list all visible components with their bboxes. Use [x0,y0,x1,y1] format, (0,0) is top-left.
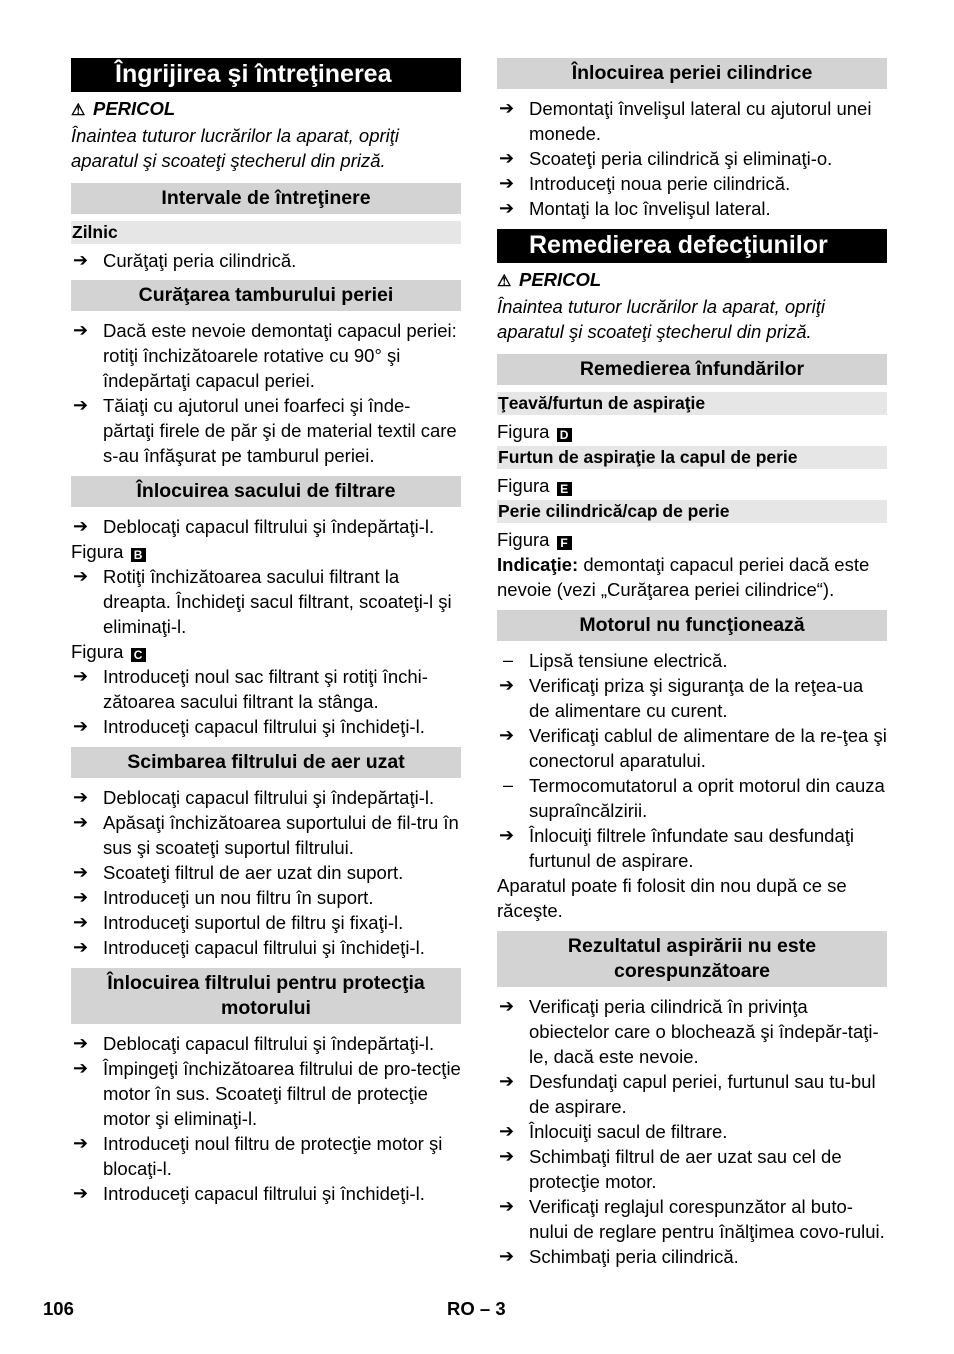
figure-reference-d: Figura D [497,419,887,444]
figure-letter-badge: E [557,482,572,496]
list-item: ➔ Introduceţi noua perie cilindrică. [499,173,791,194]
arrow-icon: ➔ [73,516,89,536]
list-item: ➔ Înlocuiţi filtrele înfundate sau desfundaţi furtunul de aspirare. [499,825,854,871]
subheading-hose-brush-head: Furtun de aspiraţie la capul de perie [497,446,887,469]
figure-reference-c: Figura C [71,639,461,664]
figure-letter-badge: B [131,548,146,562]
bag-steps-1 [71,514,461,539]
motor-cooldown-text: Aparatul poate fi folosit din nou după ce se răceşte. [497,875,847,921]
dash-marker: – [503,650,514,670]
arrow-icon: ➔ [73,566,89,586]
arrow-icon: ➔ [499,1146,515,1166]
arrow-icon: ➔ [73,937,89,957]
list-item: ➔ Scoateţi peria cilindrică şi eliminaţi-o. [499,148,833,169]
arrow-icon: ➔ [73,250,89,270]
list-item: ➔ Verificaţi peria cilindrică în privinţa obiectelor care o blochează şi îndepăr-taţi-le, dacă este nevoie. [499,996,879,1067]
arrow-icon: ➔ [499,148,515,168]
arrow-icon: ➔ [73,912,89,932]
heading-used-air-filter: Scimbarea filtrului de aer uzat [71,747,461,778]
list-item: ➔ Introduceţi capacul filtrului şi închideţi-l. [73,1183,425,1204]
arrow-icon: ➔ [499,1071,515,1091]
bag-steps-3 [71,664,461,739]
list-item: ➔ Introduceţi capacul filtrului şi închideţi-l. [73,716,425,737]
air-filter-steps [71,785,461,960]
daily-steps [71,248,461,273]
arrow-icon: ➔ [499,1196,515,1216]
arrow-icon: ➔ [73,716,89,736]
figure-letter-badge: F [557,536,572,550]
arrow-icon: ➔ [499,1121,515,1141]
figure-letter-badge: C [131,648,146,662]
subheading-suction-pipe: Ţeavă/furtun de aspiraţie [497,392,887,415]
heading-replace-cylindrical-brush: Înlocuirea periei cilindrice [497,58,887,89]
heading-poor-suction-result: Rezultatul aspirării nu este corespunzătoare [497,931,887,987]
arrow-icon: ➔ [499,725,515,745]
page-number: 106 [43,1298,74,1319]
motor-filter-steps [71,1031,461,1206]
list-item: ➔ Demontaţi învelişul lateral cu ajutorul unei monede. [499,98,872,144]
danger-label: ⚠ PERICOL [497,267,887,294]
arrow-icon: ➔ [499,825,515,845]
suction-result-steps [497,994,887,1269]
subheading-cylindrical-brush-head: Perie cilindrică/cap de perie [497,500,887,523]
list-item: ➔ Introduceţi noul filtru de protecţie motor şi blocaţi-l. [73,1133,443,1179]
list-item: – Termocomutatorul a oprit motorul din cauza supraîncălzirii. [503,775,885,821]
list-item: ➔ Verificaţi cablul de alimentare de la re-ţea şi conectorul aparatului. [499,725,887,771]
arrow-icon: ➔ [73,395,89,415]
list-item: ➔ Introduceţi un nou filtru în suport. [73,887,374,908]
list-item: ➔ Introduceţi noul sac filtrant şi rotiţi închi-zătoarea sacului filtrant la stânga. [73,666,428,712]
arrow-icon: ➔ [73,887,89,907]
section-title-troubleshooting: Remedierea defecţiunilor [497,229,887,263]
list-item: ➔ Apăsaţi închizătoarea suportului de fil-tru în sus şi scoateţi suportul filtrului. [73,812,459,858]
motor-troubleshoot-items [497,648,887,873]
list-item: ➔ Dacă este nevoie demontaţi capacul periei: rotiţi închizătoarele rotative cu 90° şi îndepărtaţi capacul periei. [73,320,457,391]
bag-steps-2 [71,564,461,639]
arrow-icon: ➔ [499,996,515,1016]
arrow-icon: ➔ [499,198,515,218]
arrow-icon: ➔ [499,98,515,118]
arrow-icon: ➔ [73,666,89,686]
heading-maintenance-intervals: Intervale de întreţinere [71,183,461,214]
arrow-icon: ➔ [73,787,89,807]
danger-text: Înaintea tuturor lucrărilor la aparat, opriţi aparatul şi scoateţi ştecherul din priză. [497,296,826,342]
arrow-icon: ➔ [73,320,89,340]
list-item: – Lipsă tensiune electrică. [503,650,728,671]
list-item: ➔ Desfundaţi capul periei, furtunul sau tu-bul de aspirare. [499,1071,876,1117]
cylindrical-brush-steps [497,96,887,221]
list-item: ➔ Curăţaţi peria cilindrică. [73,250,297,271]
danger-label: ⚠ PERICOL [71,96,461,123]
arrow-icon: ➔ [499,173,515,193]
figure-letter-badge: D [557,428,572,442]
arrow-icon: ➔ [499,1246,515,1266]
heading-filter-bag: Înlocuirea sacului de filtrare [71,476,461,507]
warning-triangle-icon: ⚠ [71,102,86,119]
figure-reference-f: Figura F [497,527,887,552]
list-item: ➔ Deblocaţi capacul filtrului şi îndepărtaţi-l. [73,516,435,537]
note-paragraph: Indicaţie: demontaţi capacul periei dacă este nevoie (vezi „Curăţarea periei cilindrice“). [497,554,870,600]
list-item: ➔ Schimbaţi peria cilindrică. [499,1246,739,1267]
figure-reference-b: Figura B [71,539,461,564]
list-item: ➔ Montaţi la loc învelişul lateral. [499,198,771,219]
list-item: ➔ Introduceţi capacul filtrului şi închideţi-l. [73,937,425,958]
list-item: ➔ Împingeţi închizătoarea filtrului de pro-tecţie motor în sus. Scoateţi filtrul de protecţie motor şi eliminaţi-l. [73,1058,461,1129]
heading-clog-removal: Remedierea înfundărilor [497,354,887,385]
section-title-maintenance: Îngrijirea şi întreţinerea [71,58,461,92]
list-item: ➔ Deblocaţi capacul filtrului şi îndepărtaţi-l. [73,1033,435,1054]
list-item: ➔ Înlocuiţi sacul de filtrare. [499,1121,728,1142]
arrow-icon: ➔ [73,862,89,882]
brush-steps [71,318,461,468]
arrow-icon: ➔ [73,1183,89,1203]
list-item: ➔ Scoateţi filtrul de aer uzat din suport. [73,862,404,883]
list-item: ➔ Introduceţi suportul de filtru şi fixaţi-l. [73,912,404,933]
heading-motor-not-working: Motorul nu funcţionează [497,610,887,641]
arrow-icon: ➔ [499,675,515,695]
arrow-icon: ➔ [73,1133,89,1153]
list-item: ➔ Schimbaţi filtrul de aer uzat sau cel de protecţie motor. [499,1146,842,1192]
subheading-daily: Zilnic [71,221,461,244]
language-page-label: RO – 3 [447,1298,506,1319]
note-label: Indicaţie: [497,554,579,575]
list-item: ➔ Rotiţi închizătoarea sacului filtrant la dreapta. Închideţi sacul filtrant, scoateţi-l şi eliminaţi-l. [73,566,452,637]
list-item: ➔ Verificaţi reglajul corespunzător al buto-nului de reglare pentru înălţimea covo-rului. [499,1196,885,1242]
list-item: ➔ Verificaţi priza şi siguranţa de la reţea-ua de alimentare cu curent. [499,675,864,721]
arrow-icon: ➔ [73,1058,89,1078]
heading-motor-protection-filter: Înlocuirea filtrului pentru protecţia motorului [71,968,461,1024]
danger-text: Înaintea tuturor lucrărilor la aparat, opriţi aparatul şi scoateţi ştecherul din priză. [71,125,400,171]
figure-reference-e: Figura E [497,473,887,498]
right-column [497,58,887,1269]
heading-brush-drum: Curăţarea tamburului periei [71,280,461,311]
left-column [71,58,461,1206]
warning-triangle-icon: ⚠ [497,273,512,290]
dash-marker: – [503,775,514,795]
arrow-icon: ➔ [73,812,89,832]
list-item: ➔ Tăiaţi cu ajutorul unei foarfeci şi înde-părtaţi firele de păr şi de material textil care s-au înfăşurat pe tamburul periei. [73,395,457,466]
list-item: ➔ Deblocaţi capacul filtrului şi îndepărtaţi-l. [73,787,435,808]
arrow-icon: ➔ [73,1033,89,1053]
